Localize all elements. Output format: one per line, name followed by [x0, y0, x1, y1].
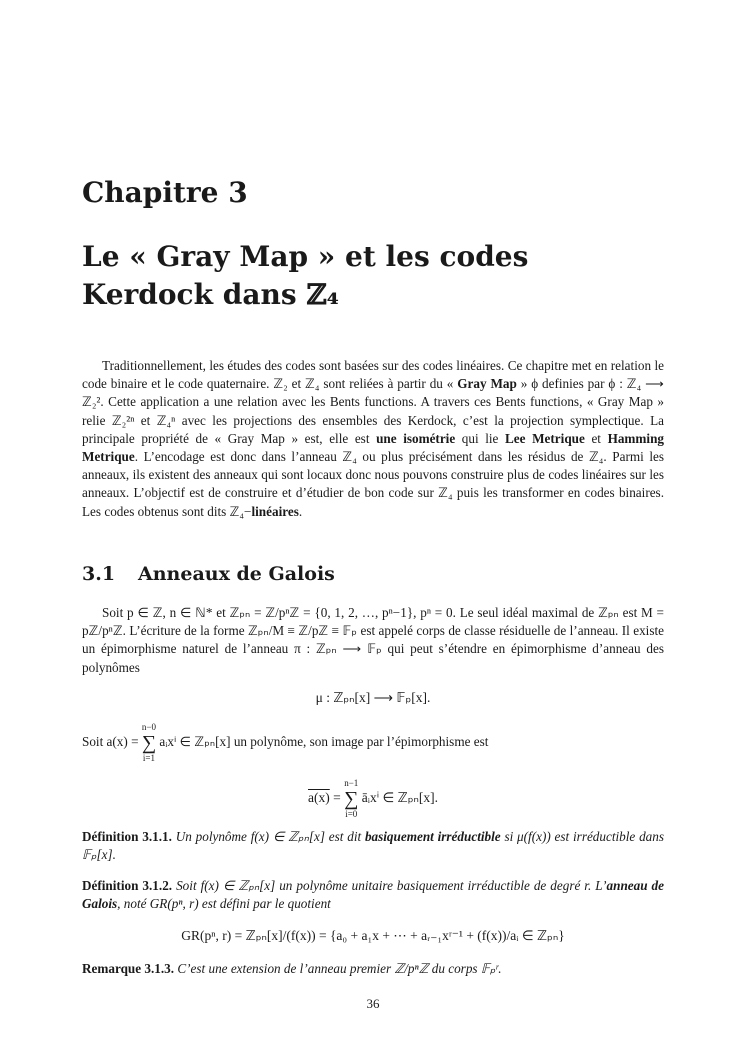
gray-map-term: Gray Map: [457, 376, 517, 392]
hamming-metric-term: Hamming Metrique: [82, 430, 664, 465]
intro-paragraph: Traditionnellement, les études des codes sont basées sur des codes linéaires. Ce chapitre met en relation le code binaire et le code quaternaire. ℤ₂ et ℤ₄ sont reliées à partir du « Gray Map » ϕ definies par ϕ : ℤ₄ ⟶ ℤ₂². Cette application a une relation avec les Bents functions. A travers ces Bents functions, « Gray Map » relie ℤ₂²ⁿ et ℤ₄ⁿ avec les projections des ensembles des Kerdock, c’est la projection symplectique. La principale propriété de « Gray Map » est, elle est une isométrie qui lie Lee Metrique et Hamming Metrique. L’encodage est donc dans l’anneau ℤ₄ ou plus précisément dans les résidus de ℤ₄. Parmi les anneaux, ils existent des anneaux qui sont locaux donc nous pouvons construire plus de codes linéaires sur les anneaux. L’objectif est de construire et d’étudier de bon code sur ℤ₄ puis les transformer en codes binaires. Les codes obtenus sont dits ℤ₄−linéaires.: [82, 358, 664, 519]
equation-mu: μ : ℤₚₙ[x] ⟶ 𝔽ₚ[x].: [315, 690, 431, 705]
section-number: 3.1: [82, 563, 116, 585]
galois-paragraph: Soit p ∈ ℤ, n ∈ ℕ* et ℤₚₙ = ℤ/pⁿℤ = {0, 1, 2, …, pⁿ−1}, pⁿ = 0. Le seul idéal maximal de ℤₚₙ est M = pℤ/pⁿℤ. L’écriture de la forme ℤₚₙ/M ≡ ℤ/pℤ ≡ 𝔽ₚ est appelé corps de classe résiduelle de l’anneau. Il existe un épimorphisme naturel de l’anneau π : ℤₚₙ ⟶ 𝔽ₚ qui peut s’étendre en épimorphisme d’anneau des polynômes: [82, 605, 664, 675]
chapter-title-line-2: Kerdock dans ℤ₄: [82, 278, 340, 311]
page-number: 36: [366, 996, 380, 1011]
lee-metric-term: Lee Metrique: [505, 430, 585, 446]
section-title: Anneaux de Galois: [138, 563, 335, 585]
polynomial-definition-line: Soit a(x) = n−0 ∑ i=1 aᵢxⁱ ∈ ℤₚₙ[x] un polynôme, son image par l’épimorphisme est: [82, 722, 489, 763]
equation-bar: a(x) = n−1 ∑ i=0 āᵢxⁱ ∈ ℤₚₙ[x].: [308, 778, 438, 819]
definition-3-1-1: Définition 3.1.1. Un polynôme f(x) ∈ ℤₚₙ[x] est dit basiquement irréductible si μ(f(x)) est irréductible dans 𝔽ₚ[x].: [82, 829, 664, 863]
chapter-label: Chapitre 3: [82, 176, 248, 209]
remark-3-1-3: Remarque 3.1.3. C’est une extension de l’anneau premier ℤ/pⁿℤ du corps 𝔽ₚʳ.: [82, 961, 502, 976]
sum-symbol-2: n−1 ∑ i=0: [344, 778, 359, 819]
definition-3-1-2: Définition 3.1.2. Soit f(x) ∈ ℤₚₙ[x] un polynôme unitaire basiquement irréductible de degré r. L’anneau de Galois, noté GR(pⁿ, r) est défini par le quotient: [82, 878, 665, 912]
equation-galois-ring: GR(pⁿ, r) = ℤₚₙ[x]/(f(x)) = {a₀ + a₁x + ⋯ + aᵣ₋₁xʳ⁻¹ + (f(x))/aᵢ ∈ ℤₚₙ}: [181, 928, 565, 943]
isometrie-term: une isométrie: [376, 430, 456, 446]
section-heading: [82, 563, 335, 585]
lineaires-term: linéaires: [251, 503, 299, 519]
chapter-title-line-1: Le « Gray Map » et les codes: [82, 240, 529, 273]
sum-symbol-1: n−0 ∑ i=1: [141, 722, 157, 763]
chapter-title: [82, 238, 528, 314]
